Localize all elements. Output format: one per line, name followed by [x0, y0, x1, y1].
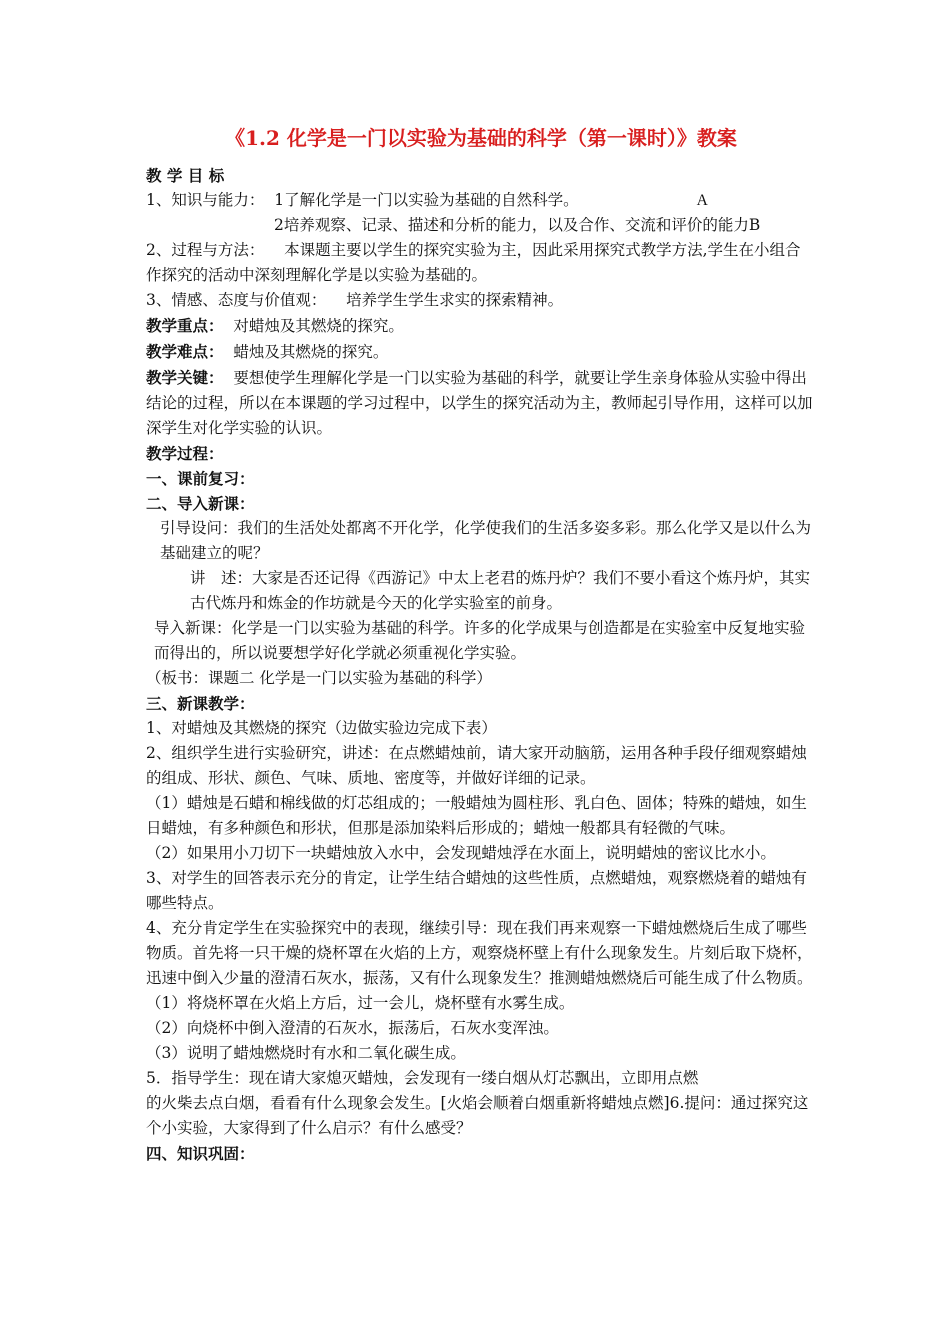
- document-title: 《1.2 化学是一门以实验为基础的科学（第一课时）》教案: [225, 126, 737, 150]
- intro-new-lesson: 导入新课：化学是一门以实验为基础的科学。许多的化学成果与创造都是在实验室中反复地实验而得出的，所以说要想学好化学就必须重视化学实验。: [154, 619, 806, 662]
- step-5-line-1: 5．指导学生：现在请大家熄灭蜡烛，会发现有一缕白烟从灯芯飘出，立即用点燃: [146, 1069, 699, 1087]
- lesson-plan-body: [146, 118, 816, 1166]
- section-review: 一、课前复习：: [146, 469, 255, 488]
- section-new-teaching: 三、新课教学：: [146, 694, 255, 713]
- step-2-observation-1: （1）蜡烛是石蜡和棉线做的灯芯组成的；一般蜡烛为圆柱形、乳白色、固体；特殊的蜡烛，如生日蜡烛，有多种颜色和形状，但那是添加染料后形成的；蜡烛一般都具有轻微的气味。: [146, 794, 807, 837]
- step-2: 2、组织学生进行实验研究，讲述：在点燃蜡烛前，请大家开动脑筋，运用各种手段仔细观察蜡烛的组成、形状、颜色、气味、质地、密度等，并做好详细的记录。: [146, 744, 807, 787]
- goal-process-text: 本课题主要以学生的探究实验为主，因此采用探究式教学方法,学生在小组合作探究的活动中深刻理解化学是以实验为基础的。: [146, 241, 801, 284]
- section-intro: 二、导入新课：: [146, 494, 255, 513]
- teaching-difficulty-label: 教学难点：: [146, 342, 224, 361]
- intro-question: 引导设问：我们的生活处处都离不开化学，化学使我们的生活多姿多彩。那么化学又是以什么为基础建立的呢？: [160, 519, 812, 562]
- step-5-line-2: 的火柴去点白烟，看看有什么现象会发生。[火焰会顺着白烟重新将蜡烛点燃]6.提问：通过探究这个小实验，大家得到了什么启示？有什么感受？: [146, 1094, 809, 1137]
- step-3: 3、对学生的回答表示充分的肯定，让学生结合蜡烛的这些性质，点燃蜡烛，观察燃烧着的蜡烛有哪些特点。: [146, 869, 807, 912]
- goal-knowledge-label: 1、知识与能力：: [146, 191, 265, 209]
- goal-knowledge-text: 1了解化学是一门以实验为基础的自然科学。: [274, 191, 579, 209]
- teaching-key-text: 对蜡烛及其燃烧的探究。: [233, 317, 404, 335]
- step-4-result-1: （1）将烧杯罩在火焰上方后，过一会儿，烧杯壁有水雾生成。: [146, 994, 575, 1012]
- goal-knowledge: [146, 188, 816, 213]
- step-1: 1、对蜡烛及其燃烧的探究（边做实验边完成下表）: [146, 719, 497, 737]
- goal-attitude-text: 培养学生学生求实的探索精神。: [346, 291, 564, 309]
- teaching-crux-label: 教学关键：: [146, 368, 224, 387]
- step-4-result-2: （2）向烧杯中倒入澄清的石灰水，振荡后，石灰水变浑浊。: [146, 1019, 559, 1037]
- goal-knowledge-mark: A: [696, 192, 708, 209]
- teaching-difficulty-text: 蜡烛及其燃烧的探究。: [233, 343, 389, 361]
- goal-knowledge-2: 2培养观察、记录、描述和分析的能力，以及合作、交流和评价的能力B: [274, 216, 761, 234]
- step-4-result-3: （3）说明了蜡烛燃烧时有水和二氧化碳生成。: [146, 1044, 466, 1062]
- step-2-observation-2: （2）如果用小刀切下一块蜡烛放入水中，会发现蜡烛浮在水面上，说明蜡烛的密议比水小。: [146, 844, 776, 862]
- teaching-difficulty: [146, 339, 816, 365]
- intro-narration: 讲 述：大家是否还记得《西游记》中太上老君的炼丹炉？我们不要小看这个炼丹炉，其实古代炼丹和炼金的作坊就是今天的化学实验室的前身。: [190, 569, 811, 612]
- section-consolidation: 四、知识巩固：: [146, 1144, 255, 1163]
- teaching-crux-text: 要想使学生理解化学是一门以实验为基础的科学，就要让学生亲身体验从实验中得出结论的过程，所以在本课题的学习过程中，以学生的探究活动为主，教师起引导作用，这样可以加深学生对化学实验的认识。: [146, 369, 813, 437]
- goal-process: [146, 238, 816, 288]
- goals-heading: 教 学 目 标: [146, 166, 225, 185]
- process-heading: 教学过程：: [146, 444, 224, 463]
- goal-attitude-label: 3、情感、态度与价值观：: [146, 291, 327, 309]
- step-4: 4、充分肯定学生在实验探究中的表现，继续引导：现在我们再来观察一下蜡烛燃烧后生成了哪些物质。首先将一只干燥的烧杯罩在火焰的上方，观察烧杯壁上有什么现象发生。片刻后取下烧杯，迅速中倒入少量的澄清石灰水，振荡，又有什么现象发生？推测蜡烛燃烧后可能生成了什么物质。: [146, 919, 813, 987]
- board-note: （板书：课题二 化学是一门以实验为基础的科学）: [146, 669, 492, 687]
- goal-process-label: 2、过程与方法：: [146, 241, 265, 259]
- teaching-key-point: [146, 313, 816, 339]
- teaching-key-label: 教学重点：: [146, 316, 224, 335]
- teaching-crux: [146, 365, 816, 441]
- goal-attitude: [146, 288, 816, 313]
